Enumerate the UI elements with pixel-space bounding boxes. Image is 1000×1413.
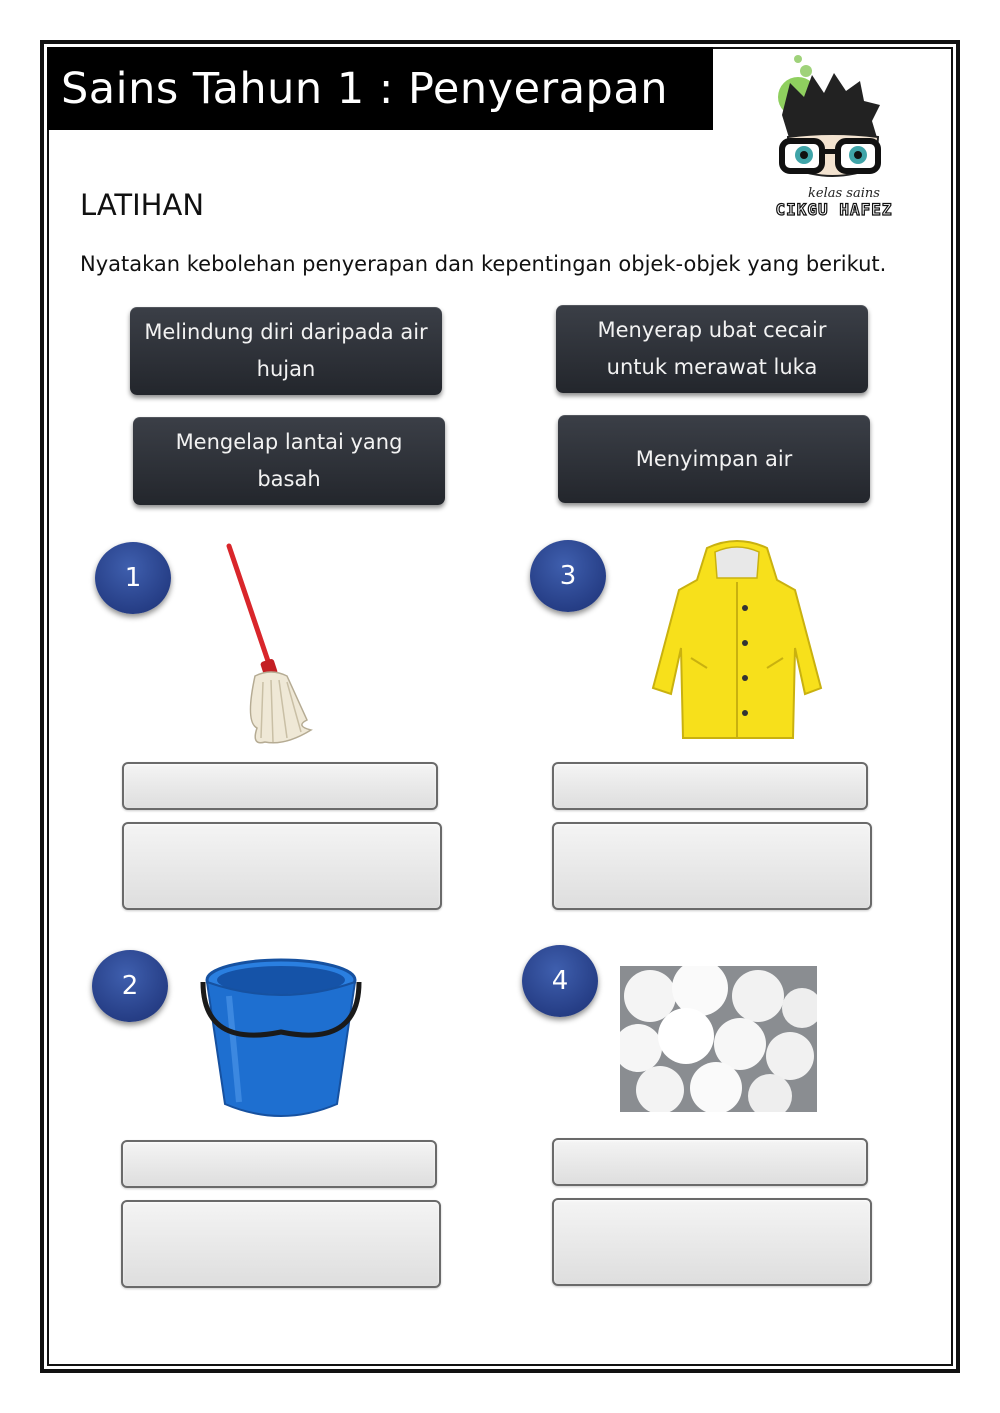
option-label: Menyimpan air bbox=[635, 446, 793, 471]
option-tile-wipe-floor[interactable] bbox=[133, 417, 445, 505]
answer-box-short[interactable] bbox=[121, 1140, 437, 1188]
page-title: Sains Tahun 1 : Penyerapan bbox=[47, 47, 713, 130]
answer-box-short[interactable] bbox=[552, 1138, 868, 1186]
mop-image bbox=[215, 542, 355, 752]
logo-script-text: kelas sains bbox=[808, 186, 880, 201]
option-label: Menyerap ubat cecair untuk merawat luka bbox=[597, 318, 827, 379]
instruction-text: Nyatakan kebolehan penyerapan dan kepentingan objek-objek yang berikut. bbox=[80, 252, 887, 276]
option-tile-protect-rain[interactable] bbox=[130, 307, 442, 395]
number-badge: 1 bbox=[95, 542, 171, 614]
option-label: Mengelap lantai yang basah bbox=[175, 430, 403, 491]
answer-box-long[interactable] bbox=[552, 1198, 872, 1286]
answer-box-long[interactable] bbox=[552, 822, 872, 910]
number-badge: 3 bbox=[530, 540, 606, 612]
option-label: Melindung diri daripada air hujan bbox=[144, 320, 428, 381]
option-tile-absorb-medicine[interactable] bbox=[556, 305, 868, 393]
answer-box-short[interactable] bbox=[552, 762, 868, 810]
cotton-balls-image bbox=[620, 966, 817, 1112]
raincoat-image bbox=[645, 538, 830, 743]
section-heading: LATIHAN bbox=[80, 188, 205, 222]
option-tile-store-water[interactable] bbox=[558, 415, 870, 503]
number-badge: 2 bbox=[92, 950, 168, 1022]
answer-box-long[interactable] bbox=[121, 1200, 441, 1288]
logo-brand-text: CIKGU HAFEZ bbox=[775, 200, 893, 219]
number-badge: 4 bbox=[522, 945, 598, 1017]
answer-box-long[interactable] bbox=[122, 822, 442, 910]
bucket-image bbox=[195, 952, 367, 1124]
answer-box-short[interactable] bbox=[122, 762, 438, 810]
